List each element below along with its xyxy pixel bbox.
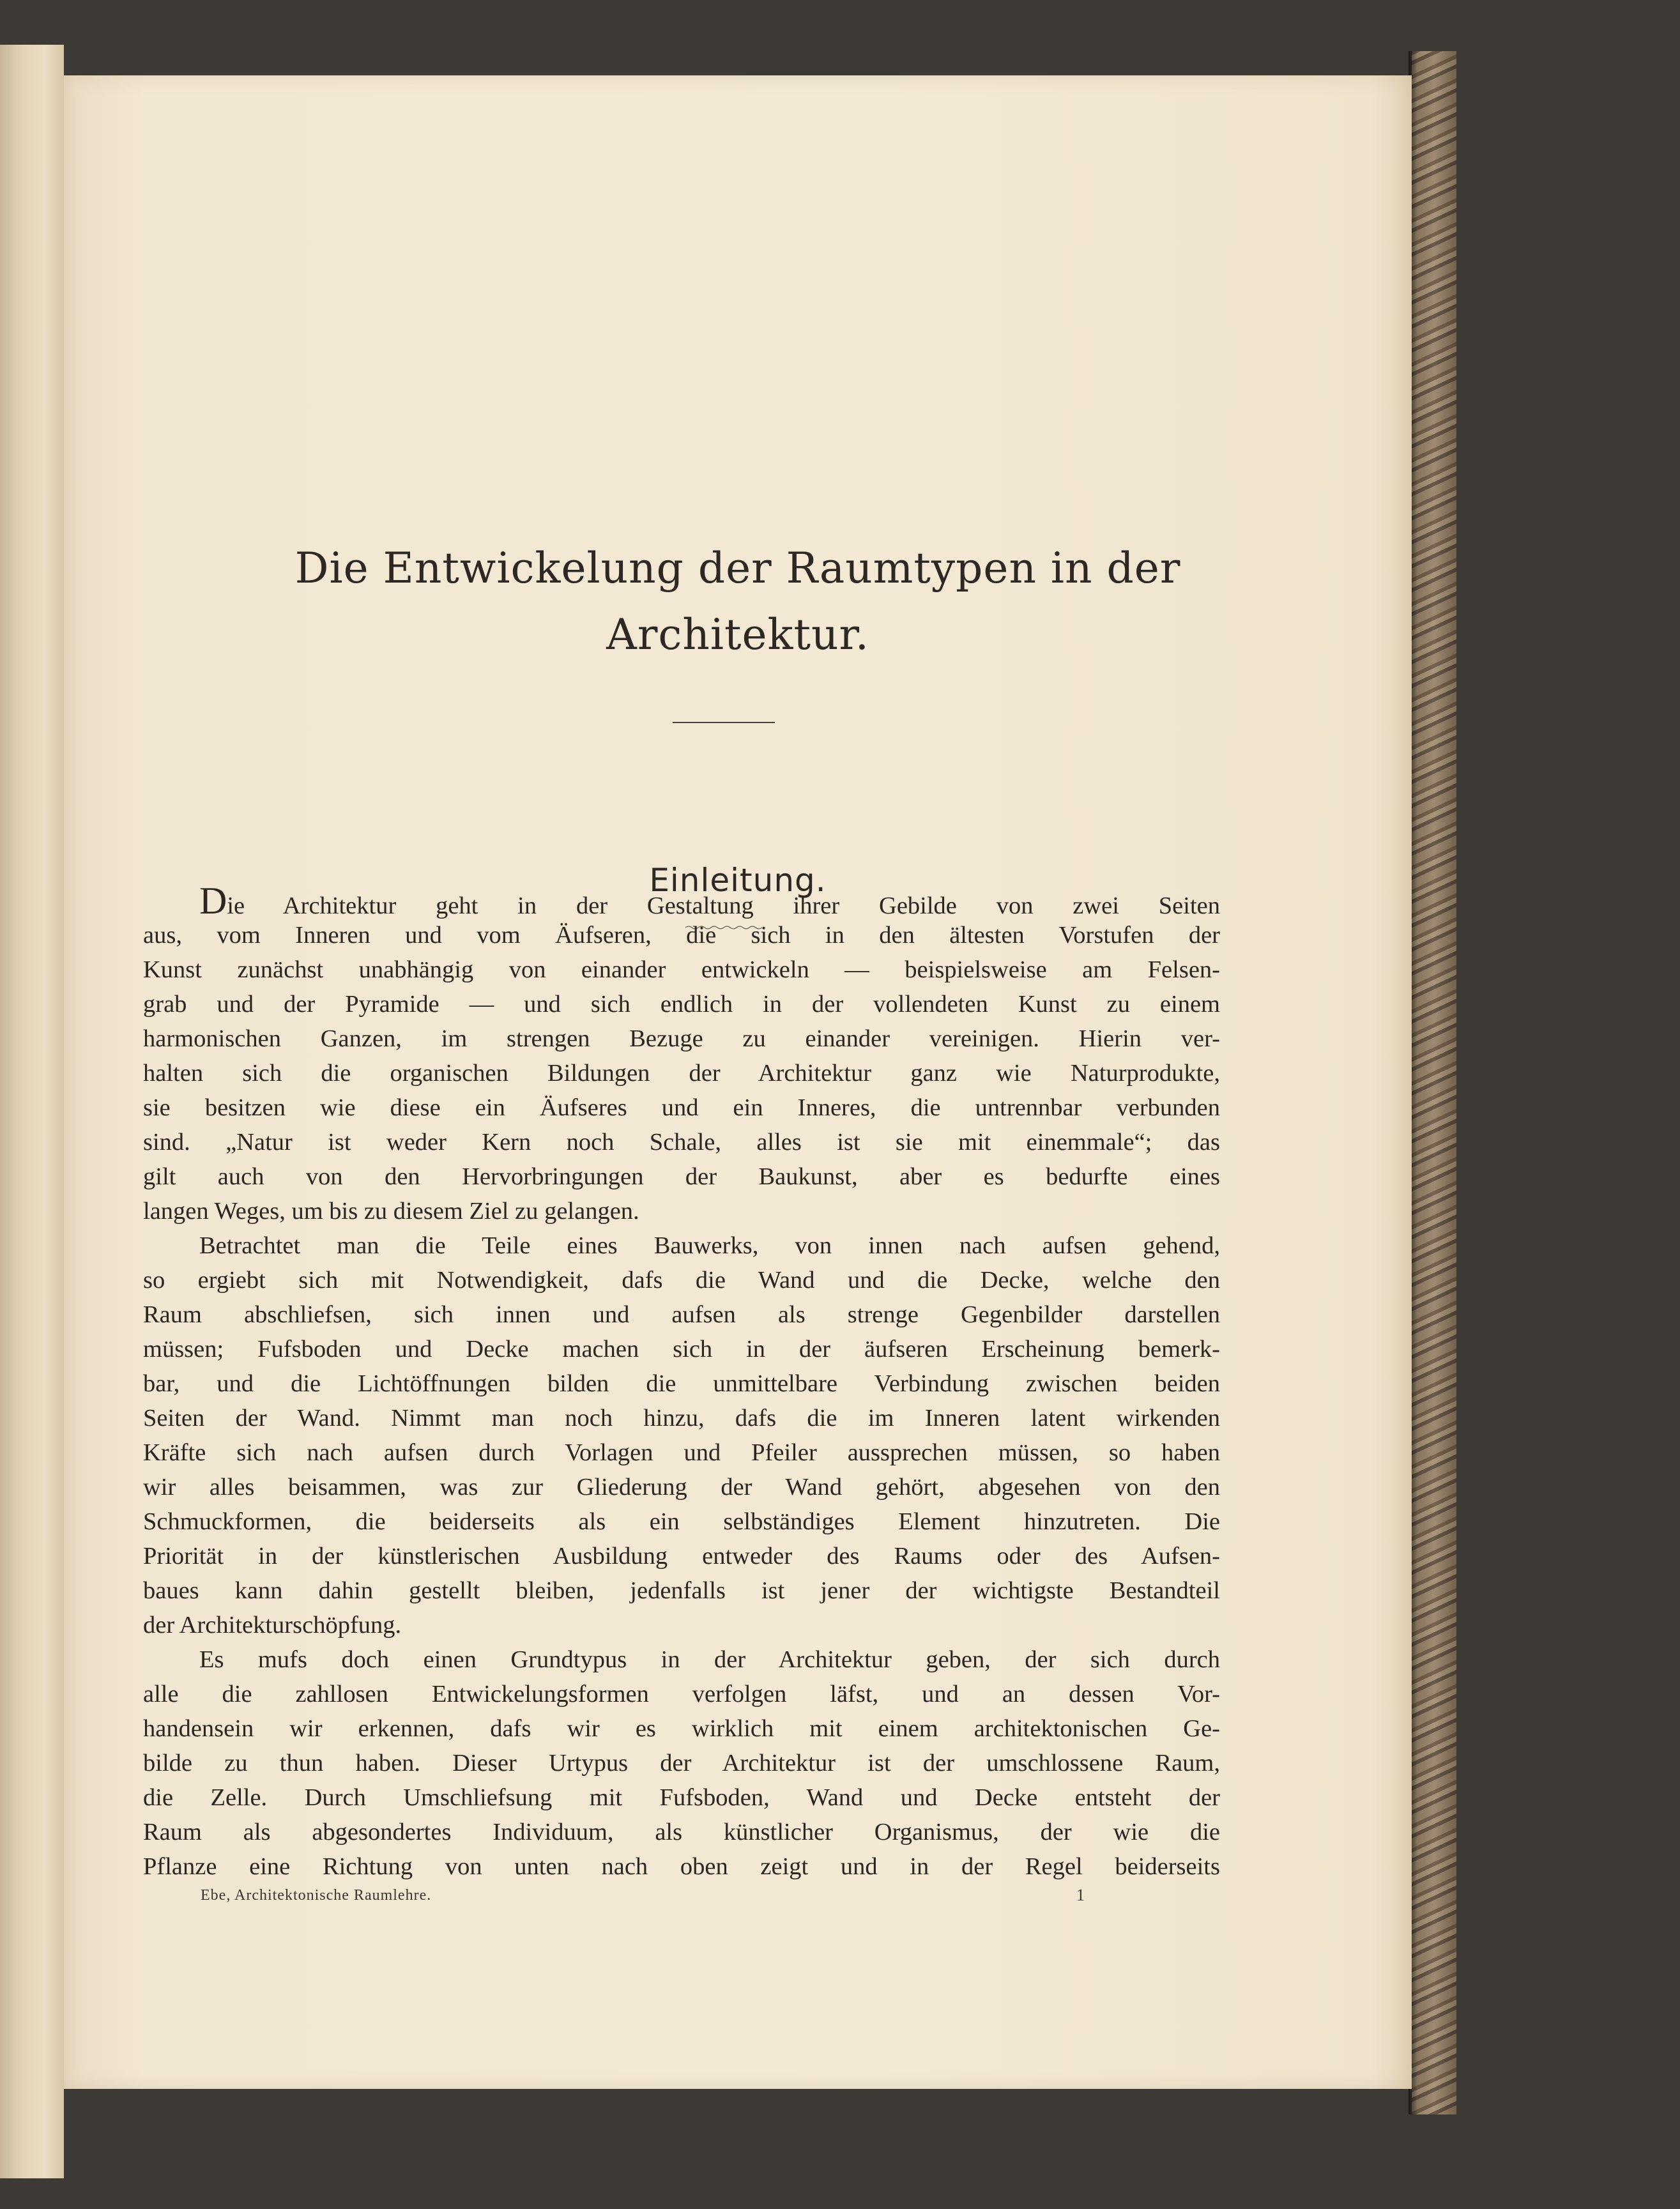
text-line: bilde zu thun haben. Dieser Urtypus der Architektur ist der umschlossene Raum, [143, 1750, 1220, 1777]
text-line: alle die zahllosen Entwickelungsformen verfolgen läfst, und an dessen Vor- [143, 1681, 1220, 1708]
text-line: handensein wir erkennen, dafs wir es wirklich mit einem architektonischen Ge- [143, 1715, 1220, 1742]
drop-capital: D [199, 880, 227, 922]
text-line: der Architekturschöpfung. [143, 1612, 402, 1639]
text-line: sind. „Natur ist weder Kern noch Schale, alles ist sie mit einemmale“; das [143, 1129, 1220, 1156]
text-line: bar, und die Lichtöffnungen bilden die unmittelbare Verbindung zwischen beiden [143, 1370, 1220, 1397]
text-line: müssen; Fufsboden und Decke machen sich in der äufseren Erscheinung bemerk- [143, 1336, 1220, 1363]
text-line: halten sich die organischen Bildungen der Architektur ganz wie Naturprodukte, [143, 1060, 1220, 1087]
chapter-title-line-2: Architektur. [606, 610, 869, 659]
text-line: Betrachtet man die Teile eines Bauwerks, von innen nach aufsen gehend, [199, 1232, 1220, 1259]
text-line: Pflanze eine Richtung von unten nach oben zeigt und in der Regel beiderseits [143, 1853, 1220, 1880]
title-divider [673, 722, 775, 723]
text-line: Es mufs doch einen Grundtypus in der Architektur geben, der sich durch [199, 1646, 1220, 1673]
chapter-title [64, 535, 1412, 668]
text-line: Schmuckformen, die beiderseits als ein selbständiges Element hinzutreten. Die [143, 1508, 1220, 1535]
text-line: grab und der Pyramide — und sich endlich in der vollendeten Kunst zu einem [143, 991, 1220, 1018]
text-line: Seiten der Wand. Nimmt man noch hinzu, dafs die im Inneren latent wirkenden [143, 1405, 1220, 1432]
text-line: harmonischen Ganzen, im strengen Bezuge zu einander vereinigen. Hierin ver- [143, 1025, 1220, 1052]
text-line: sie besitzen wie diese ein Äufseres und ein Inneres, die untrennbar verbunden [143, 1094, 1220, 1121]
text-line: aus, vom Inneren und vom Äufseren, die sich in den ältesten Vorstufen der [143, 922, 1220, 949]
section-heading: Einleitung. [649, 862, 827, 899]
text-line: gilt auch von den Hervorbringungen der Baukunst, aber es bedurfte eines [143, 1163, 1220, 1190]
chapter-title-line-1: Die Entwickelung der Raumtypen in der [294, 544, 1181, 593]
text-line: so ergiebt sich mit Notwendigkeit, dafs die Wand und die Decke, welche den [143, 1267, 1220, 1294]
text-line: Priorität in der künstlerischen Ausbildung entweder des Raums oder des Aufsen- [143, 1543, 1220, 1570]
text-line: Raum abschliefsen, sich innen und aufsen als strenge Gegenbilder darstellen [143, 1301, 1220, 1328]
text-line: wir alles beisammen, was zur Gliederung der Wand gehört, abgesehen von den [143, 1474, 1220, 1501]
text-line: Kunst zunächst unabhängig von einander entwickeln — beispielsweise am Felsen- [143, 956, 1220, 983]
text-line: Raum als abgesondertes Individuum, als künstlicher Organismus, der wie die [143, 1819, 1220, 1846]
text-line: Kräfte sich nach aufsen durch Vorlagen und Pfeiler aussprechen müssen, so haben [143, 1439, 1220, 1466]
marbled-board [1412, 51, 1456, 2114]
text-line: die Zelle. Durch Umschliefsung mit Fufsboden, Wand und Decke entsteht der [143, 1784, 1220, 1811]
text-line: langen Weges, um bis zu diesem Ziel zu gelangen. [143, 1198, 639, 1225]
previous-page-edge [0, 45, 64, 2178]
text-line: baues kann dahin gestellt bleiben, jedenfalls ist jener der wichtigste Bestandteil [143, 1577, 1220, 1604]
sheet-number: 1 [1076, 1886, 1085, 1904]
signature-line: Ebe, Architektonische Raumlehre. [201, 1887, 432, 1904]
paragraph-1-opening: ie Architektur geht in der Gestaltung ihrer Gebilde von zwei Seiten [227, 892, 1220, 919]
